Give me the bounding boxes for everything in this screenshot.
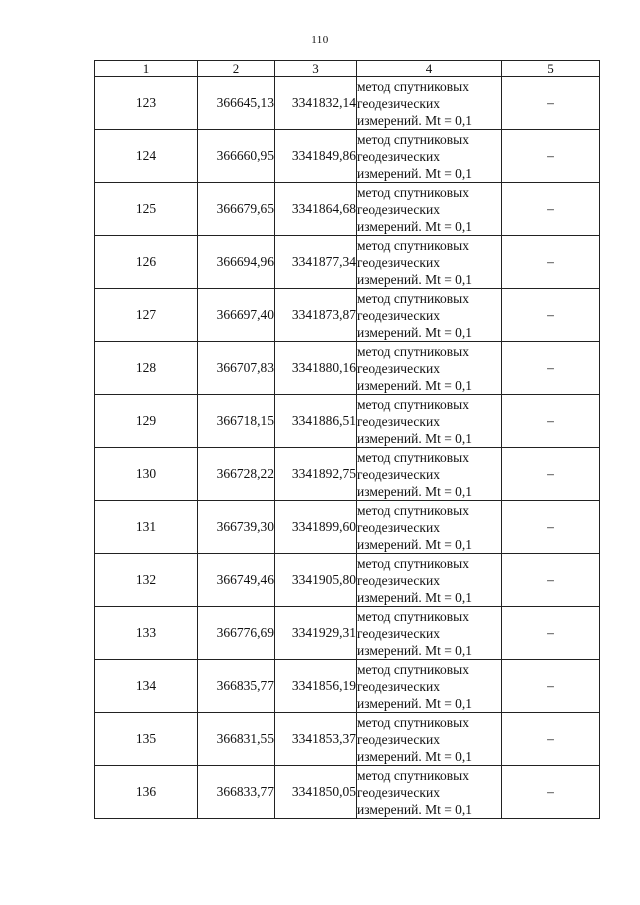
x-coordinate-cell: 366697,40: [198, 289, 275, 342]
method-line: геодезических: [357, 466, 440, 482]
method-line: измерений. Mt = 0,1: [357, 324, 473, 340]
method-cell: [357, 554, 502, 607]
method-cell: [357, 183, 502, 236]
point-number-cell: 136: [95, 766, 198, 819]
point-number-cell: 124: [95, 130, 198, 183]
coordinates-table: [94, 60, 600, 819]
column-header-1: 1: [95, 61, 198, 77]
method-line: метод спутниковых: [357, 131, 469, 147]
method-line: геодезических: [357, 95, 440, 111]
x-coordinate-cell: 366718,15: [198, 395, 275, 448]
method-line: измерений. Mt = 0,1: [357, 483, 473, 499]
method-line: геодезических: [357, 784, 440, 800]
column-header-5: 5: [502, 61, 600, 77]
method-cell: [357, 130, 502, 183]
method-line: измерений. Mt = 0,1: [357, 218, 473, 234]
column-5-cell: –: [502, 77, 600, 130]
y-coordinate-cell: 3341886,51: [275, 395, 357, 448]
table-row: [95, 713, 600, 766]
method-line: метод спутниковых: [357, 555, 469, 571]
table-row: [95, 607, 600, 660]
table-row: [95, 130, 600, 183]
method-line: измерений. Mt = 0,1: [357, 748, 473, 764]
method-line: измерений. Mt = 0,1: [357, 165, 473, 181]
table-row: [95, 289, 600, 342]
point-number-cell: 123: [95, 77, 198, 130]
y-coordinate-cell: 3341850,05: [275, 766, 357, 819]
y-coordinate-cell: 3341929,31: [275, 607, 357, 660]
x-coordinate-cell: 366679,65: [198, 183, 275, 236]
y-coordinate-cell: 3341849,86: [275, 130, 357, 183]
x-coordinate-cell: 366776,69: [198, 607, 275, 660]
method-line: измерений. Mt = 0,1: [357, 112, 473, 128]
column-5-cell: –: [502, 183, 600, 236]
table-row: [95, 183, 600, 236]
point-number-cell: 131: [95, 501, 198, 554]
y-coordinate-cell: 3341873,87: [275, 289, 357, 342]
table-row: [95, 554, 600, 607]
x-coordinate-cell: 366694,96: [198, 236, 275, 289]
table-header-row: [95, 61, 600, 77]
table-row: [95, 448, 600, 501]
y-coordinate-cell: 3341864,68: [275, 183, 357, 236]
method-cell: [357, 395, 502, 448]
method-line: геодезических: [357, 254, 440, 270]
y-coordinate-cell: 3341832,14: [275, 77, 357, 130]
method-line: измерений. Mt = 0,1: [357, 642, 473, 658]
point-number-cell: 132: [95, 554, 198, 607]
method-cell: [357, 713, 502, 766]
column-5-cell: –: [502, 713, 600, 766]
column-5-cell: –: [502, 660, 600, 713]
method-cell: [357, 660, 502, 713]
method-line: метод спутниковых: [357, 343, 469, 359]
method-line: метод спутниковых: [357, 661, 469, 677]
x-coordinate-cell: 366660,95: [198, 130, 275, 183]
column-5-cell: –: [502, 289, 600, 342]
table-row: [95, 77, 600, 130]
method-line: геодезических: [357, 731, 440, 747]
y-coordinate-cell: 3341877,34: [275, 236, 357, 289]
method-line: измерений. Mt = 0,1: [357, 271, 473, 287]
column-5-cell: –: [502, 501, 600, 554]
method-cell: [357, 448, 502, 501]
column-5-cell: –: [502, 395, 600, 448]
y-coordinate-cell: 3341892,75: [275, 448, 357, 501]
y-coordinate-cell: 3341905,80: [275, 554, 357, 607]
method-line: метод спутниковых: [357, 396, 469, 412]
table-body: [95, 77, 600, 819]
point-number-cell: 128: [95, 342, 198, 395]
column-5-cell: –: [502, 554, 600, 607]
x-coordinate-cell: 366749,46: [198, 554, 275, 607]
method-cell: [357, 501, 502, 554]
column-5-cell: –: [502, 766, 600, 819]
point-number-cell: 129: [95, 395, 198, 448]
point-number-cell: 135: [95, 713, 198, 766]
x-coordinate-cell: 366645,13: [198, 77, 275, 130]
method-line: измерений. Mt = 0,1: [357, 589, 473, 605]
method-line: метод спутниковых: [357, 290, 469, 306]
y-coordinate-cell: 3341899,60: [275, 501, 357, 554]
method-cell: [357, 342, 502, 395]
table-row: [95, 501, 600, 554]
method-line: метод спутниковых: [357, 237, 469, 253]
y-coordinate-cell: 3341853,37: [275, 713, 357, 766]
table-row: [95, 766, 600, 819]
y-coordinate-cell: 3341856,19: [275, 660, 357, 713]
method-line: геодезических: [357, 148, 440, 164]
x-coordinate-cell: 366739,30: [198, 501, 275, 554]
column-5-cell: –: [502, 342, 600, 395]
point-number-cell: 130: [95, 448, 198, 501]
method-line: метод спутниковых: [357, 714, 469, 730]
x-coordinate-cell: 366707,83: [198, 342, 275, 395]
method-line: геодезических: [357, 625, 440, 641]
method-cell: [357, 77, 502, 130]
page-number: 110: [311, 34, 329, 46]
method-line: метод спутниковых: [357, 78, 469, 94]
table-row: [95, 395, 600, 448]
point-number-cell: 134: [95, 660, 198, 713]
method-line: геодезических: [357, 201, 440, 217]
x-coordinate-cell: 366835,77: [198, 660, 275, 713]
method-cell: [357, 607, 502, 660]
table-row: [95, 236, 600, 289]
method-line: метод спутниковых: [357, 184, 469, 200]
column-header-2: 2: [198, 61, 275, 77]
method-line: измерений. Mt = 0,1: [357, 695, 473, 711]
x-coordinate-cell: 366831,55: [198, 713, 275, 766]
method-line: геодезических: [357, 360, 440, 376]
method-line: измерений. Mt = 0,1: [357, 377, 473, 393]
column-header-3: 3: [275, 61, 357, 77]
column-header-4: 4: [357, 61, 502, 77]
x-coordinate-cell: 366728,22: [198, 448, 275, 501]
method-line: измерений. Mt = 0,1: [357, 536, 473, 552]
method-line: измерений. Mt = 0,1: [357, 801, 473, 817]
method-cell: [357, 236, 502, 289]
table-row: [95, 342, 600, 395]
point-number-cell: 127: [95, 289, 198, 342]
table-row: [95, 660, 600, 713]
point-number-cell: 126: [95, 236, 198, 289]
column-5-cell: –: [502, 607, 600, 660]
method-cell: [357, 766, 502, 819]
point-number-cell: 125: [95, 183, 198, 236]
x-coordinate-cell: 366833,77: [198, 766, 275, 819]
method-line: метод спутниковых: [357, 608, 469, 624]
method-cell: [357, 289, 502, 342]
column-5-cell: –: [502, 448, 600, 501]
point-number-cell: 133: [95, 607, 198, 660]
method-line: метод спутниковых: [357, 502, 469, 518]
method-line: геодезических: [357, 307, 440, 323]
method-line: геодезических: [357, 572, 440, 588]
method-line: геодезических: [357, 678, 440, 694]
y-coordinate-cell: 3341880,16: [275, 342, 357, 395]
method-line: геодезических: [357, 519, 440, 535]
column-5-cell: –: [502, 236, 600, 289]
method-line: измерений. Mt = 0,1: [357, 430, 473, 446]
method-line: геодезических: [357, 413, 440, 429]
method-line: метод спутниковых: [357, 767, 469, 783]
column-5-cell: –: [502, 130, 600, 183]
method-line: метод спутниковых: [357, 449, 469, 465]
